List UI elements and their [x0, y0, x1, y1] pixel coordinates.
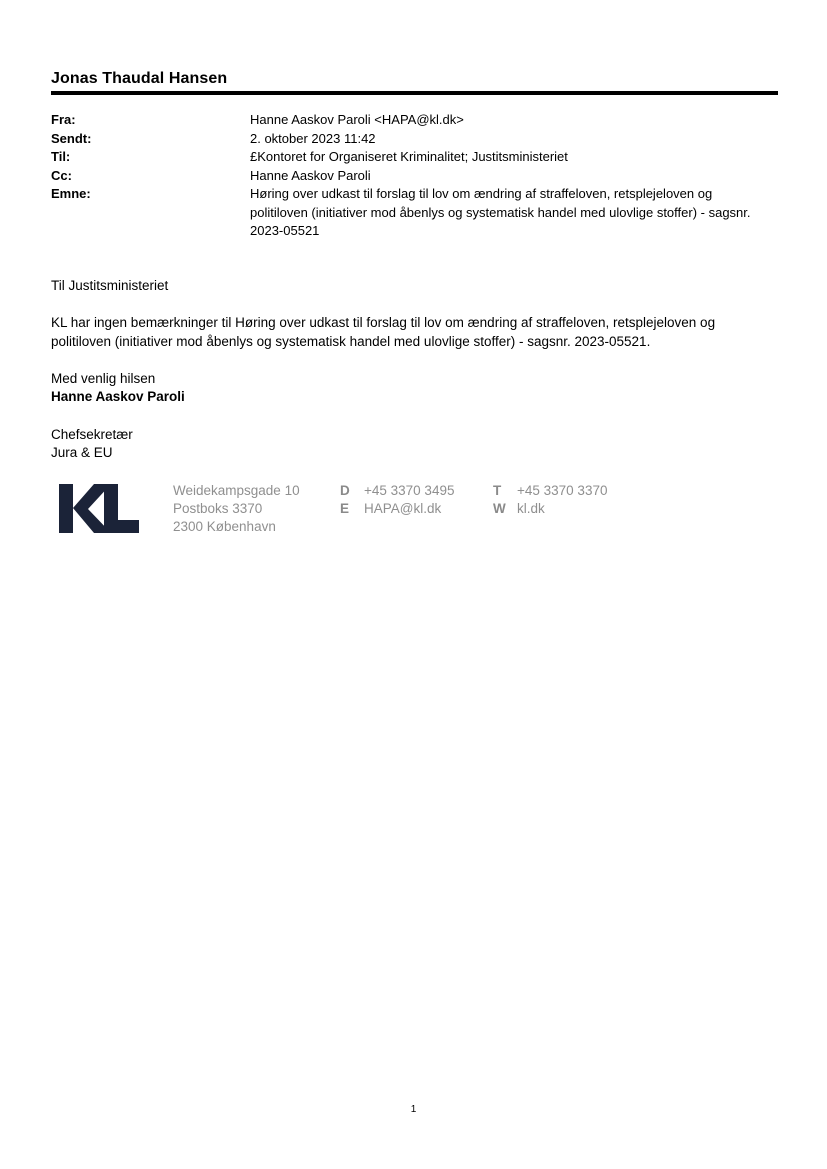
header-label-from: Fra:	[51, 112, 76, 127]
header-row-to	[51, 148, 778, 167]
signer-department: Jura & EU	[51, 445, 113, 460]
signer-role: Chefsekretær	[51, 427, 133, 442]
header-label-to: Til:	[51, 149, 71, 164]
header-value-subject: Høring over udkast til forslag til lov om ændring af straffeloven, retsplejeloven og politiloven (initiativer mod åbenlys og systematisk handel med ulovlige stoffer) - sagsnr. 2023-05521	[250, 186, 751, 238]
contact-value[interactable]: kl.dk	[517, 501, 545, 516]
header-value-to: £Kontoret for Organiseret Kriminalitet; Justitsministeriet	[250, 149, 568, 164]
page-number: 1	[410, 1104, 417, 1115]
signature-contacts-direct	[340, 482, 454, 518]
header-value-from: Hanne Aaskov Paroli <HAPA@kl.dk>	[250, 112, 464, 127]
mailbox-owner-name: Jonas Thaudal Hansen	[51, 70, 228, 87]
header-label-sent: Sendt:	[51, 130, 92, 146]
contact-website[interactable]	[493, 500, 607, 518]
kl-logo	[59, 484, 141, 536]
email-closing: Med venlig hilsen	[51, 371, 156, 386]
header-value-sent: 2. oktober 2023 11:42	[250, 130, 376, 146]
contact-value: +45 3370 3495	[364, 483, 455, 498]
header-row-subject	[51, 185, 778, 241]
address-line: Postboks 3370	[173, 501, 263, 516]
address-line: 2300 København	[173, 519, 276, 534]
contact-key: D	[340, 483, 350, 498]
contact-value: +45 3370 3370	[517, 483, 608, 498]
contact-value[interactable]: HAPA@kl.dk	[364, 501, 442, 516]
email-body-paragraph: KL har ingen bemærkninger til Høring over udkast til forslag til lov om ændring af straffeloven, retsplejeloven og politiloven (initiativer mod åbenlys og systematisk handel med ulovlige stoffer) - sagsnr. 2023-05521.	[51, 315, 716, 349]
contact-key: E	[340, 501, 350, 516]
contact-main-phone	[493, 482, 607, 500]
header-divider	[51, 91, 778, 95]
header-row-sent	[51, 130, 778, 149]
signer-name: Hanne Aaskov Paroli	[51, 389, 185, 404]
contact-email[interactable]	[340, 500, 454, 518]
header-label-cc: Cc:	[51, 167, 72, 183]
header-row-from	[51, 111, 778, 130]
contact-direct-phone	[340, 482, 454, 500]
header-row-cc	[51, 167, 778, 186]
signature-contacts-general	[493, 482, 607, 518]
signature-address	[173, 482, 300, 536]
contact-key: W	[493, 501, 506, 516]
header-value-cc: Hanne Aaskov Paroli	[250, 167, 371, 183]
header-label-subject: Emne:	[51, 186, 91, 201]
email-headers	[51, 111, 778, 241]
address-line: Weidekampsgade 10	[173, 483, 300, 498]
email-greeting: Til Justitsministeriet	[51, 278, 169, 293]
contact-key: T	[493, 483, 502, 498]
